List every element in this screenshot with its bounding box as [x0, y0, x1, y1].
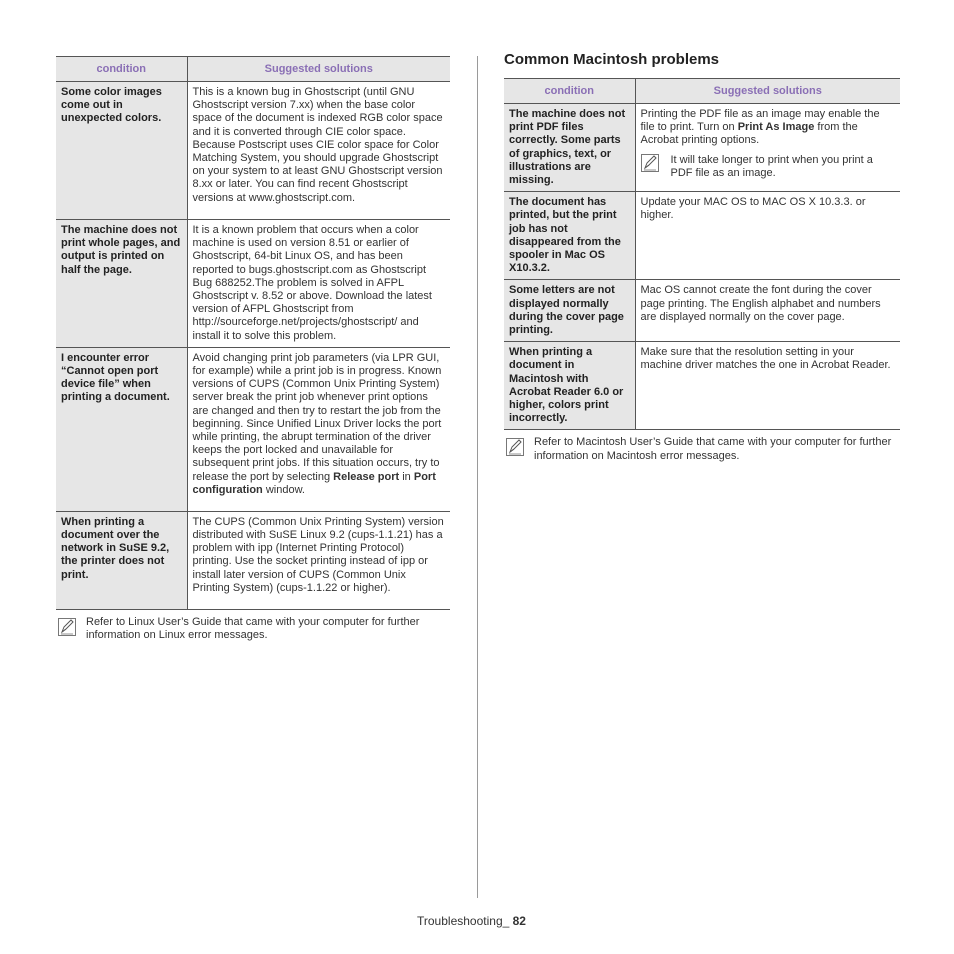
condition-cell: The document has printed, but the print job has not disappeared from the spooler in Mac OS X10.3.2.	[504, 192, 635, 280]
note-text: Refer to Macintosh User’s Guide that came with your computer for further information on Macintosh error messages.	[534, 436, 892, 462]
solution-cell: Update your MAC OS to MAC OS X 10.3.3. or higher.	[635, 192, 900, 280]
table-row	[56, 82, 450, 220]
page-number: 82	[512, 914, 526, 928]
solution-cell: Mac OS cannot create the font during the cover page printing. The English alphabet and numbers are displayed normally on the cover page.	[635, 280, 900, 342]
condition-cell: Some color images come out in unexpected colors.	[56, 82, 187, 220]
note-text: Refer to Linux User’s Guide that came with your computer for further information on Linux error messages.	[86, 615, 420, 642]
column-divider	[477, 56, 478, 898]
solution-text: from the Acrobat printing options.	[640, 121, 858, 147]
solution-text: window.	[262, 483, 305, 496]
solution-cell: Make sure that the resolution setting in your machine driver matches the one in Acrobat Reader.	[635, 342, 900, 430]
table-row	[56, 511, 450, 609]
condition-cell: When printing a document over the network in SuSE 9.2, the printer does not print.	[56, 511, 187, 609]
solution-text: Printing the PDF file as an image may enable the file to print. Turn on	[640, 108, 880, 134]
page-footer	[417, 914, 526, 928]
linux-problems-table	[56, 56, 450, 610]
note-pencil-icon	[506, 438, 524, 456]
table-row	[56, 347, 450, 511]
condition-header: condition	[504, 79, 635, 104]
solution-cell	[187, 347, 450, 511]
release-port-label: Release port	[333, 470, 400, 483]
table-row	[504, 280, 900, 342]
solution-text: in	[399, 470, 414, 483]
inner-note-text: It will take longer to print when you print a PDF file as an image.	[670, 153, 873, 179]
condition-header: condition	[56, 57, 187, 82]
condition-cell: The machine does not print PDF files correctly. Some parts of graphics, text, or illustrations are missing.	[504, 104, 635, 192]
solution-cell: It is a known problem that occurs when a color machine is used on version 8.51 or earlier of Ghostscript, 64-bit Linux OS, and has been reported to bugs.ghostscript.com as Ghostscript Bug 688252.The problem is solved in AFPL Ghostscript v. 8.52 or above. Download the latest version of AFPL Ghostscript from http://sourceforge.net/projects/ghostscript/ and install it to solve this problem.	[187, 220, 450, 348]
solution-text: Avoid changing print job parameters (via LPR GUI, for example) while a print job is in progress. Known versions of CUPS (Common Unix Printing System) server break the print job whenever print options are changed and then try to restart the job from the beginning. Since Unified Linux Driver locks the port while printing, the abrupt termination of the driver keeps the port locked and unavailable for subsequent print jobs. If this situation occurs, try to release the port by selecting	[192, 351, 442, 483]
table-row	[56, 220, 450, 348]
table-row	[504, 342, 900, 430]
linux-note	[56, 616, 450, 642]
table-row	[504, 104, 900, 192]
solution-cell: The CUPS (Common Unix Printing System) version distributed with SuSE Linux 9.2 (cups-1.1.21) has a problem with ipp (Internet Printing Protocol) printing. Use the socket printing instead of ipp or install later version of CUPS (Common Unix Printing System) (cups-1.1.22 or higher).	[187, 511, 450, 609]
condition-cell: Some letters are not displayed normally during the cover page printing.	[504, 280, 635, 342]
inner-note	[641, 154, 896, 180]
note-pencil-icon	[58, 618, 76, 636]
macintosh-problems-column	[504, 50, 900, 463]
solution-cell: This is a known bug in Ghostscript (until GNU Ghostscript version 7.xx) when the base color space of the document is indexed RGB color space and it is converted through CIE color space. Because Postscript uses CIE color space for Color Matching System, you should upgrade Ghostscript on your system to at least GNU Ghostscript version 8.xx or later. You can find recent Ghostscript versions at www.ghostscript.com.	[187, 82, 450, 220]
linux-problems-column	[56, 56, 450, 642]
note-pencil-icon	[641, 154, 659, 172]
macintosh-note	[504, 436, 900, 462]
print-as-image-label: Print As Image	[737, 121, 815, 134]
condition-cell: When printing a document in Macintosh with Acrobat Reader 6.0 or higher, colors print incorrectly.	[504, 342, 635, 430]
footer-label: Troubleshooting_	[417, 914, 513, 928]
solutions-header: Suggested solutions	[635, 79, 900, 104]
solutions-header: Suggested solutions	[187, 57, 450, 82]
macintosh-problems-table	[504, 78, 900, 430]
table-row	[504, 192, 900, 280]
port-configuration-label: Port configuration	[192, 470, 436, 496]
section-title: Common Macintosh problems	[504, 51, 720, 68]
solution-cell	[635, 104, 900, 192]
condition-cell: I encounter error “Cannot open port device file” when printing a document.	[56, 347, 187, 511]
condition-cell: The machine does not print whole pages, and output is printed on half the page.	[56, 220, 187, 348]
